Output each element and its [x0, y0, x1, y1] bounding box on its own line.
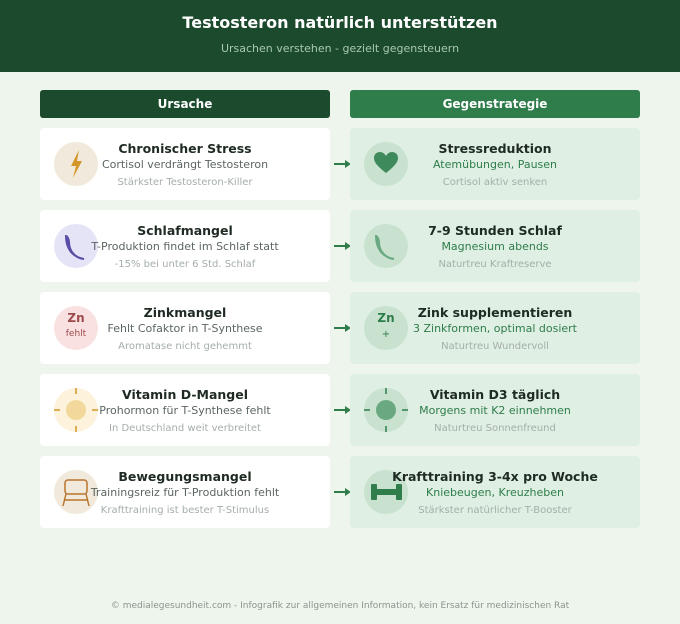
header-banner [0, 0, 680, 72]
strategy-card-training [350, 456, 640, 528]
strategy-title: Stressreduktion [438, 141, 552, 156]
page-title: Testosteron natürlich unterstützen [182, 13, 498, 32]
column-header-strategy: Gegenstrategie [350, 90, 640, 118]
cause-title: Bewegungsmangel [118, 469, 252, 484]
cause-description: Prohormon für T-Synthese fehlt [99, 404, 271, 417]
zinc-icon-symbol: Zn [377, 311, 395, 325]
cause-title: Chronischer Stress [118, 141, 252, 156]
cause-note: In Deutschland weit verbreitet [109, 423, 261, 434]
strategy-description: Morgens mit K2 einnehmen [419, 404, 571, 417]
cause-card-movement [40, 456, 330, 528]
strategy-note: Naturtreu Wundervoll [441, 341, 549, 352]
column-header-cause: Ursache [40, 90, 330, 118]
zinc-icon-caption: + [381, 329, 391, 340]
cause-card-zinc [40, 292, 330, 364]
cause-title: Zinkmangel [143, 305, 227, 320]
strategy-description: 3 Zinkformen, optimal dosiert [412, 322, 577, 335]
strategy-title: 7-9 Stunden Schlaf [428, 223, 562, 238]
strategy-card-vitamin-d [350, 374, 640, 446]
strategy-note: Naturtreu Sonnenfreund [434, 423, 556, 434]
cause-note: Stärkster Testosteron-Killer [117, 177, 253, 188]
strategy-title: Zink supplementieren [417, 305, 573, 320]
strategy-description: Magnesium abends [441, 240, 549, 253]
strategy-title: Krafttraining 3-4x pro Woche [392, 469, 598, 484]
page-subtitle: Ursachen verstehen - gezielt gegensteuern [220, 42, 460, 55]
cause-note: Krafttraining ist bester T-Stimulus [100, 505, 270, 516]
cause-card-vitamin-d [40, 374, 330, 446]
cause-note: -15% bei unter 6 Std. Schlaf [114, 259, 256, 270]
footer-disclaimer: © medialegesundheit.com - Infografik zur allgemeinen Information, kein Ersatz für medizinischen Rat [110, 601, 570, 611]
strategy-card-zinc [350, 292, 640, 364]
cause-description: Fehlt Cofaktor in T-Synthese [107, 322, 263, 335]
cause-description: T-Produktion findet im Schlaf statt [91, 240, 279, 253]
strategy-note: Stärkster natürlicher T-Booster [418, 505, 572, 516]
strategy-card-stress [350, 128, 640, 200]
zinc-icon-symbol: Zn [67, 311, 85, 325]
strategy-description: Kniebeugen, Kreuzheben [426, 486, 564, 499]
cause-card-stress [40, 128, 330, 200]
strategy-note: Naturtreu Kraftreserve [438, 259, 552, 270]
cause-title: Schlafmangel [137, 223, 233, 238]
strategy-title: Vitamin D3 täglich [429, 387, 561, 402]
cause-card-sleep [40, 210, 330, 282]
cause-description: Trainingsreiz für T-Produktion fehlt [90, 486, 280, 499]
cause-note: Aromatase nicht gehemmt [118, 341, 252, 352]
strategy-card-sleep [350, 210, 640, 282]
zinc-icon-caption: fehlt [65, 329, 87, 339]
strategy-description: Atemübungen, Pausen [432, 158, 558, 171]
cause-title: Vitamin D-Mangel [122, 387, 248, 402]
cause-description: Cortisol verdrängt Testosteron [101, 158, 269, 171]
strategy-note: Cortisol aktiv senken [442, 177, 548, 188]
